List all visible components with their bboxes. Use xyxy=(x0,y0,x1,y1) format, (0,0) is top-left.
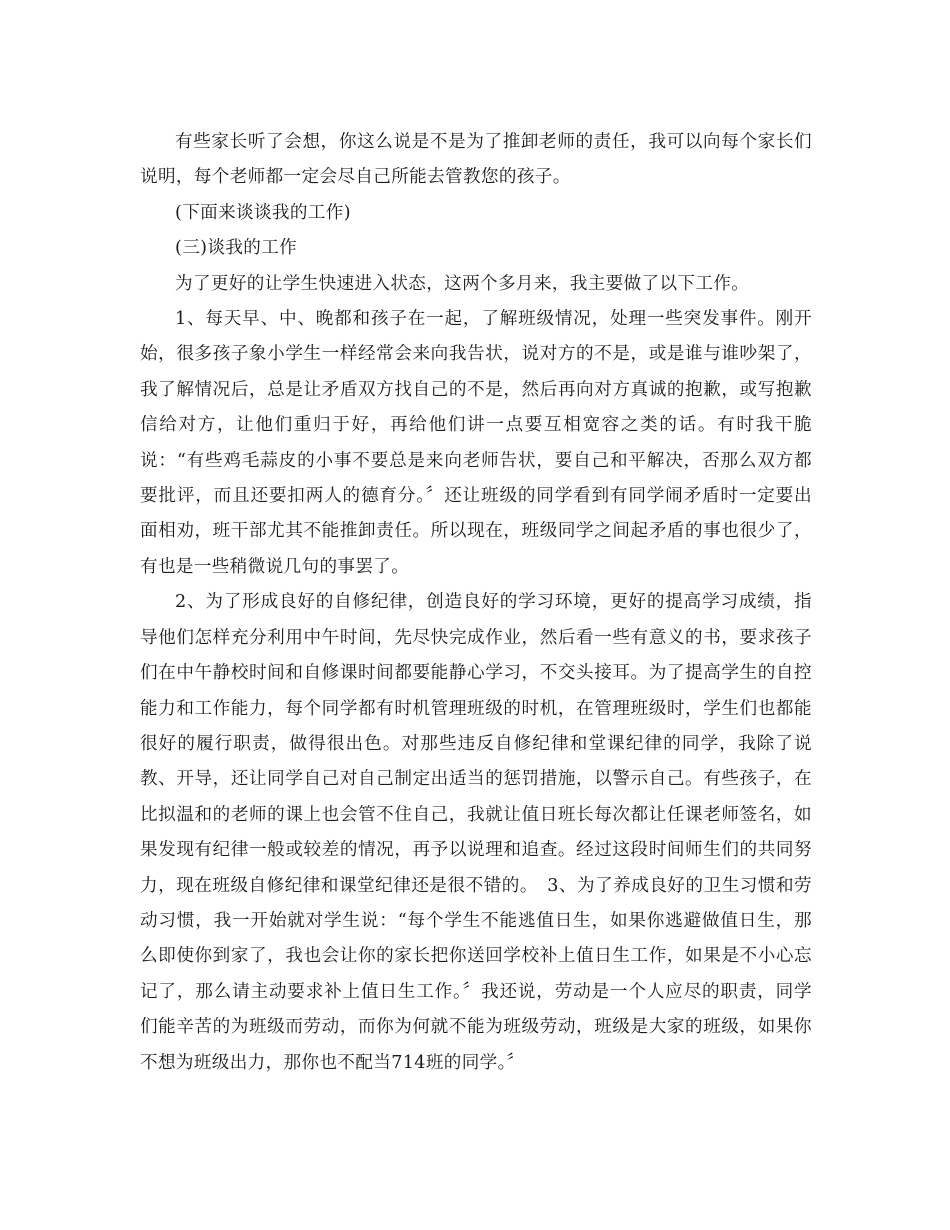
paragraph-intro: 为了更好的让学生快速进入状态，这两个多月来，我主要做了以下工作。 xyxy=(175,273,750,294)
section-heading-my-work: (三)谈我的工作 xyxy=(175,238,298,259)
document-body xyxy=(140,125,812,1081)
paragraph-item-2-3: 2、为了形成良好的自修纪律，创造良好的学习环境，更好的提高学习成绩，指导他们怎样充分利用中午时间，先尽快完成作业，然后看一些有意义的书，要求孩子们在中午静校时间和自修课时间都要能静心学习，不交头接耳。为了提高学生的自控能力和工作能力，每个同学都有时机管理班级的时机，在管理班级时，学生们也都能很好的履行职责，做得很出色。对那些违反自修纪律和堂课纪律的同学，我除了说教、开导，还让同学自己对自己制定出适当的惩罚措施，以警示自己。有些孩子，在比拟温和的老师的课上也会管不住自己，我就让值日班长每次都让任课老师签名，如果发现有纪律一般或较差的情况，再予以说理和追查。经过这段时间师生们的共同努力，现在班级自修纪律和课堂纪律还是很不错的。 3、为了养成良好的卫生习惯和劳动习惯，我一开始就对学生说：“每个学生不能逃值日生，如果你逃避做值日生，那么即使你到家了，我也会让你的家长把你送回学校补上值日生工作，如果是不小心忘记了，那么请主动要求补上值日生工作。〞我还说，劳动是一个人应尽的职责，同学们能辛苦的为班级而劳动，而你为何就不能为班级劳动，班级是大家的班级，如果你不想为班级出力，那你也不配当714班的同学。〞 xyxy=(140,592,812,1073)
paragraph-item-1: 1、每天早、中、晚都和孩子在一起，了解班级情况，处理一些突发事件。刚开始，很多孩子象小学生一样经常会来向我告状，说对方的不是，或是谁与谁吵架了，我了解情况后，总是让矛盾双方找自己的不是，然后再向对方真诚的抱歉，或写抱歉信给对方，让他们重归于好，再给他们讲一点要互相宽容之类的话。有时我干脆说：“有些鸡毛蒜皮的小事不要总是来向老师告状，要自己和平解决，否那么双方都要批评，而且还要扣两人的德育分。〞还让班级的同学看到有同学闹矛盾时一定要出面相劝，班干部尤其不能推卸责任。所以现在，班级同学之间起矛盾的事也很少了，有也是一些稍微说几句的事罢了。 xyxy=(140,309,812,577)
paragraph-parents-note: 有些家长听了会想，你这么说是不是为了推卸老师的责任，我可以向每个家长们说明，每个老师都一定会尽自己所能去管教您的孩子。 xyxy=(140,132,812,188)
paragraph-transition: (下面来谈谈我的工作) xyxy=(175,202,351,223)
